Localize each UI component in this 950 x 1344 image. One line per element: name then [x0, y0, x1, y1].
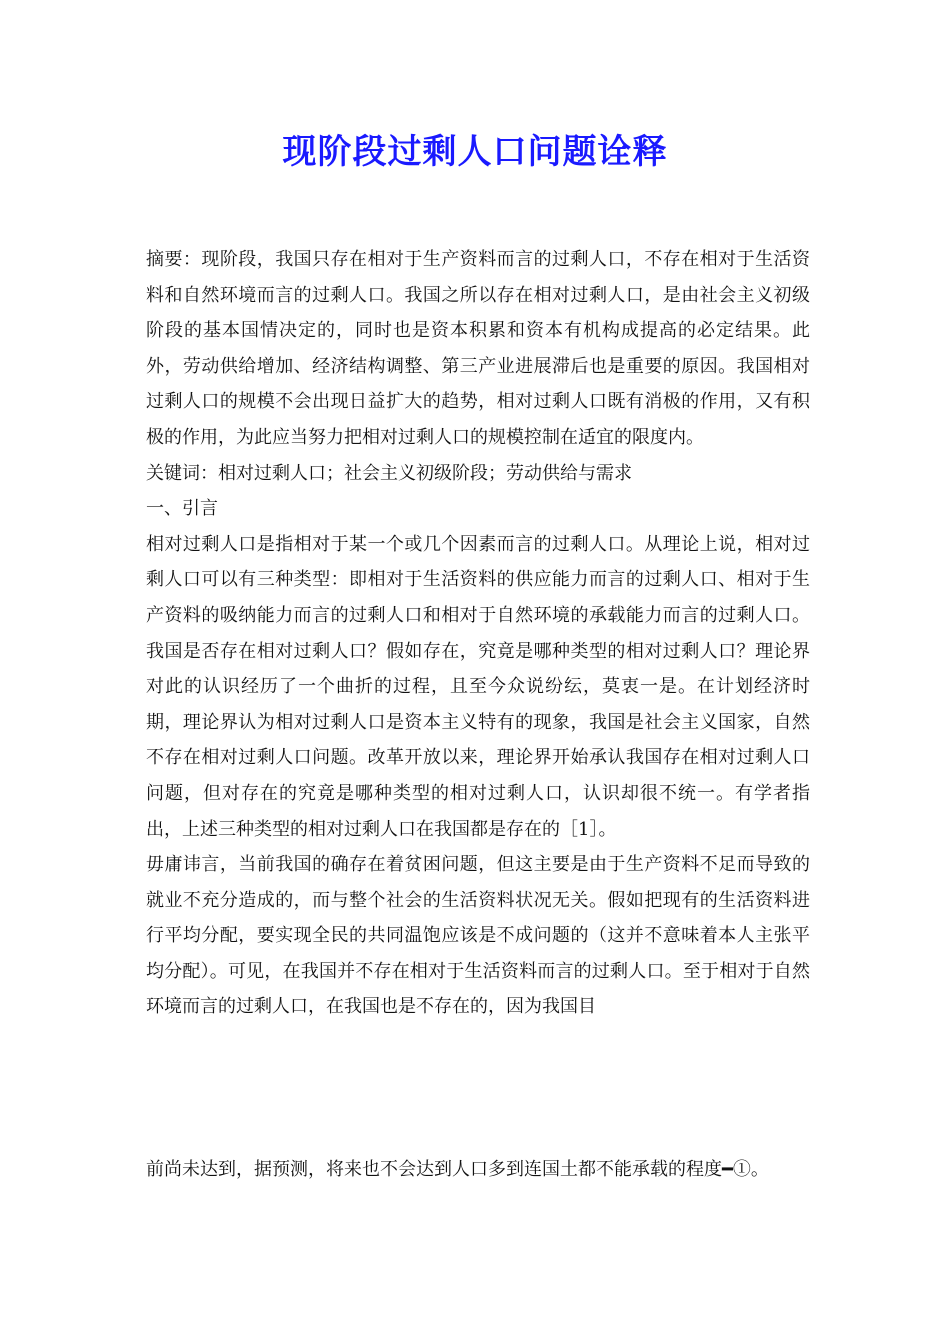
document-body: [146, 242, 810, 1025]
abstract-paragraph: 摘要：现阶段，我国只存在相对于生产资料而言的过剩人口，不存在相对于生活资料和自然环境而言的过剩人口。我国之所以存在相对过剩人口，是由社会主义初级阶段的基本国情决定的，同时也是资本积累和资本有机构成提高的必定结果。此外，劳动供给增加、经济结构调整、第三产业进展滞后也是重要的原因。我国相对过剩人口的规模不会出现日益扩大的趋势，相对过剩人口既有消极的作用，又有积极的作用，为此应当努力把相对过剩人口的规模控制在适宜的限度内。: [146, 249, 810, 448]
poverty-paragraph: 毋庸讳言，当前我国的确存在着贫困问题，但这主要是由于生产资料不足而导致的就业不充分造成的，而与整个社会的生活资料状况无关。假如把现有的生活资料进行平均分配，要实现全民的共同温饱应该是不成问题的（这并不意味着本人主张平均分配）。可见，在我国并不存在相对于生活资料而言的过剩人口。至于相对于自然环境而言的过剩人口，在我国也是不存在的，因为我国目: [146, 854, 810, 1018]
section-heading-introduction: 一、引言: [146, 498, 218, 520]
document-title: 现阶段过剩人口问题诠释: [282, 132, 668, 172]
introduction-paragraph: 相对过剩人口是指相对于某一个或几个因素而言的过剩人口。从理论上说，相对过剩人口可以有三种类型：即相对于生活资料的供应能力而言的过剩人口、相对于生产资料的吸纳能力而言的过剩人口和相对于自然环境的承载能力而言的过剩人口。我国是否存在相对过剩人口？假如存在，究竟是哪种类型的相对过剩人口？理论界对此的认识经历了一个曲折的过程，且至今众说纷纭，莫衷一是。在计划经济时期，理论界认为相对过剩人口是资本主义特有的现象，我国是社会主义国家，自然不存在相对过剩人口问题。改革开放以来，理论界开始承认我国存在相对过剩人口问题，但对存在的究竟是哪种类型的相对过剩人口，认识却很不统一。有学者指出，上述三种类型的相对过剩人口在我国都是存在的［1］。: [146, 533, 810, 840]
keywords-line: 关键词：相对过剩人口；社会主义初级阶段；劳动供给与需求: [146, 462, 632, 484]
continuation-line: 前尚未达到，据预测，将来也不会达到人口多到连国土都不能承载的程度━①。: [146, 1159, 769, 1180]
